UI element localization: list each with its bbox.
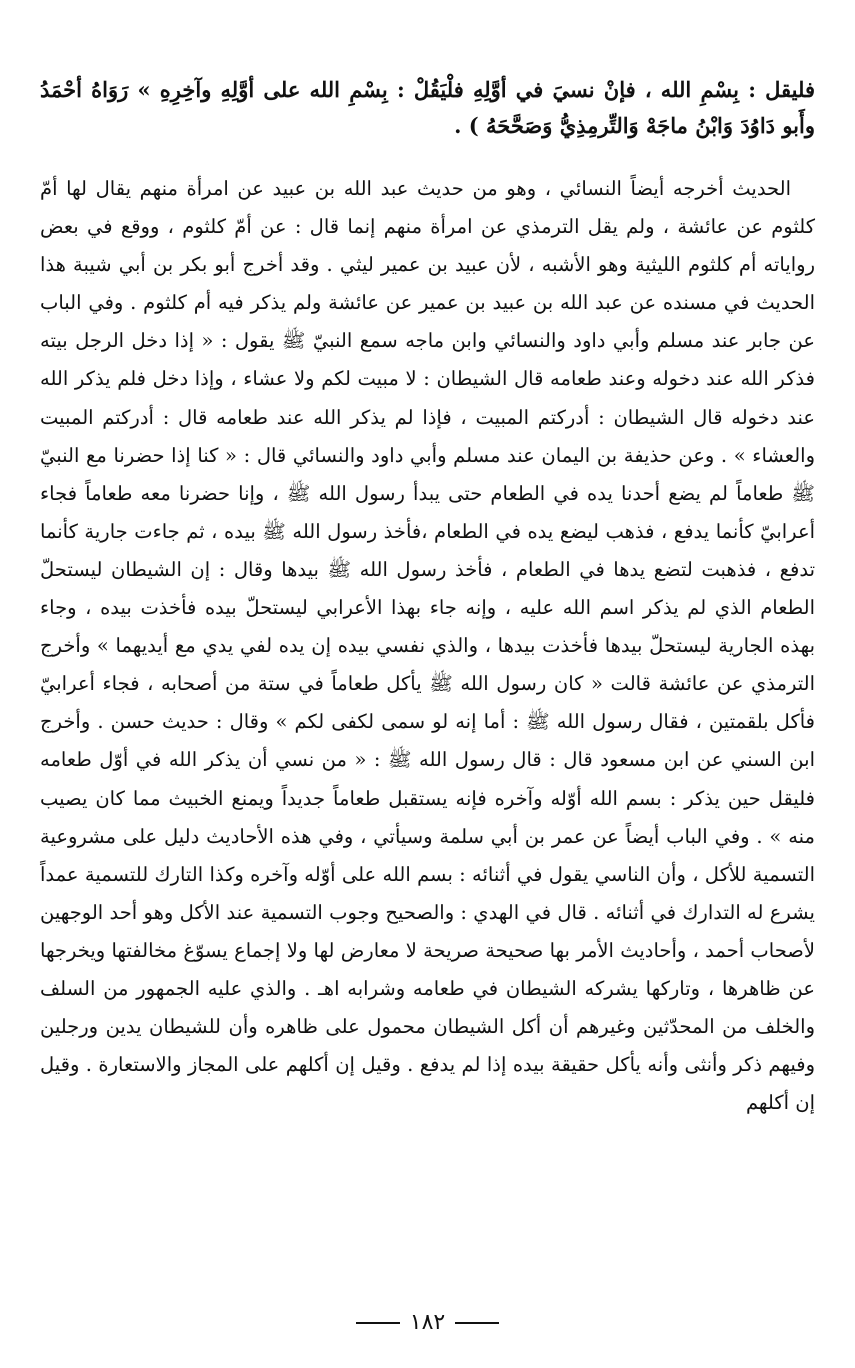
page-number: ١٨٢ (409, 1310, 446, 1335)
commentary-text: الحديث أخرجه أيضاً النسائي ، وهو من حديث عبد الله بن عبيد عن امرأة منهم يقال لها أمّ كلثوم عن عائشة ، ولم يقل الترمذي عن امرأة منهم إنما قال : عن أمّ كلثوم ، ووقع في بعض رواياته أم كلثوم الليثية وهو الأشبه ، لأن عبيد بن عمير ليثي . وقد أخرج أبو بكر بن أبي شيبة هذا الحديث في مسنده عن عبد الله بن عبيد بن عمير عن عائشة ولم يذكر فيه أم كلثوم . وفي الباب عن جابر عند مسلم وأبي داود والنسائي وابن ماجه سمع النبيّ ﷺ يقول : « إذا دخل الرجل بيته فذكر الله عند دخوله وعند طعامه قال الشيطان : لا مبيت لكم ولا عشاء ، وإذا دخل فلم يذكر الله عند دخوله قال الشيطان : أدركتم المبيت ، فإذا لم يذكر الله عند طعامه قال : أدركتم المبيت والعشاء » . وعن حذيفة بن اليمان عند مسلم وأبي داود والنسائي قال : « كنا إذا حضرنا مع النبيّ ﷺ طعاماً لم يضع أحدنا يده في الطعام حتى يبدأ رسول الله ﷺ ، وإنا حضرنا معه طعاماً فجاء أعرابيّ كأنما يدفع ، فذهب ليضع يده في الطعام ،فأخذ رسول الله ﷺ بيده ، ثم جاءت جارية كأنما تدفع ، فذهبت لتضع يدها في الطعام ، فأخذ رسول الله ﷺ بيدها وقال : إن الشيطان ليستحلّ الطعام الذي لم يذكر اسم الله عليه ، وإنه جاء بهذا الأعرابي ليستحلّ بيده فأخذت بيده ، وجاء بهذه الجارية ليستحلّ بيدها فأخذت بيدها ، والذي نفسي بيده إن يده لفي يدي مع أيديهما » وأخرج الترمذي عن عائشة قالت « كان رسول الله ﷺ يأكل طعاماً في ستة من أصحابه ، فجاء أعرابيّ فأكل بلقمتين ، فقال رسول الله ﷺ : أما إنه لو سمى لكفى لكم » وقال : حديث حسن . وأخرج ابن السني عن ابن مسعود قال : قال رسول الله ﷺ : « من نسي أن يذكر الله في أوّل طعامه فليقل حين يذكر : بسم الله أوّله وآخره فإنه يستقبل طعاماً جديداً ويمنع الخبيث مما كان يصيب منه » . وفي الباب أيضاً عن عمر بن أبي سلمة وسيأتي ، وفي هذه الأحاديث دليل على مشروعية التسمية للأكل ، وأن الناسي يقول في أثنائه : بسم الله على أوّله وآخره وكذا التارك للتسمية عمداً يشرع له التدارك في أثنائه . قال في الهدي : والصحيح وجوب التسمية عند الأكل وهو أحد الوجهين لأصحاب أحمد ، وأحاديث الأمر بها صحيحة صريحة لا معارض لها ولا إجماع يسوّغ مخالفتها ويخرجها عن ظاهرها ، وتاركها يشركه الشيطان في طعامه وشرابه اهـ . والذي عليه الجمهور من السلف والخلف من المحدّثين وغيرهم أن أكل الشيطان محمول على ظاهره وأن للشيطان يدين ورجلين وفيهم ذكر وأنثى وأنه يأكل حقيقة بيده إذا لم يدفع . وقيل إن أكلهم على المجاز والاستعارة . وقيل إن أكلهم (40, 177, 815, 1115)
right-dash (356, 1322, 400, 1324)
hadith-text: فليقل : بِسْمِ الله ، فإنْ نسيَ في أوَّلِهِ فلْيَقُلْ : بِسْمِ الله على أوَّلِهِ وآخِرِهِ » رَوَاهُ أحْمَدُ وأَبو دَاوُدَ وَابْنُ ماجَهْ وَالتِّرمِذِيُّ وَصَحَّحَهُ ) . (40, 77, 815, 138)
left-dash (455, 1322, 499, 1324)
page-number-footer (0, 1310, 855, 1335)
